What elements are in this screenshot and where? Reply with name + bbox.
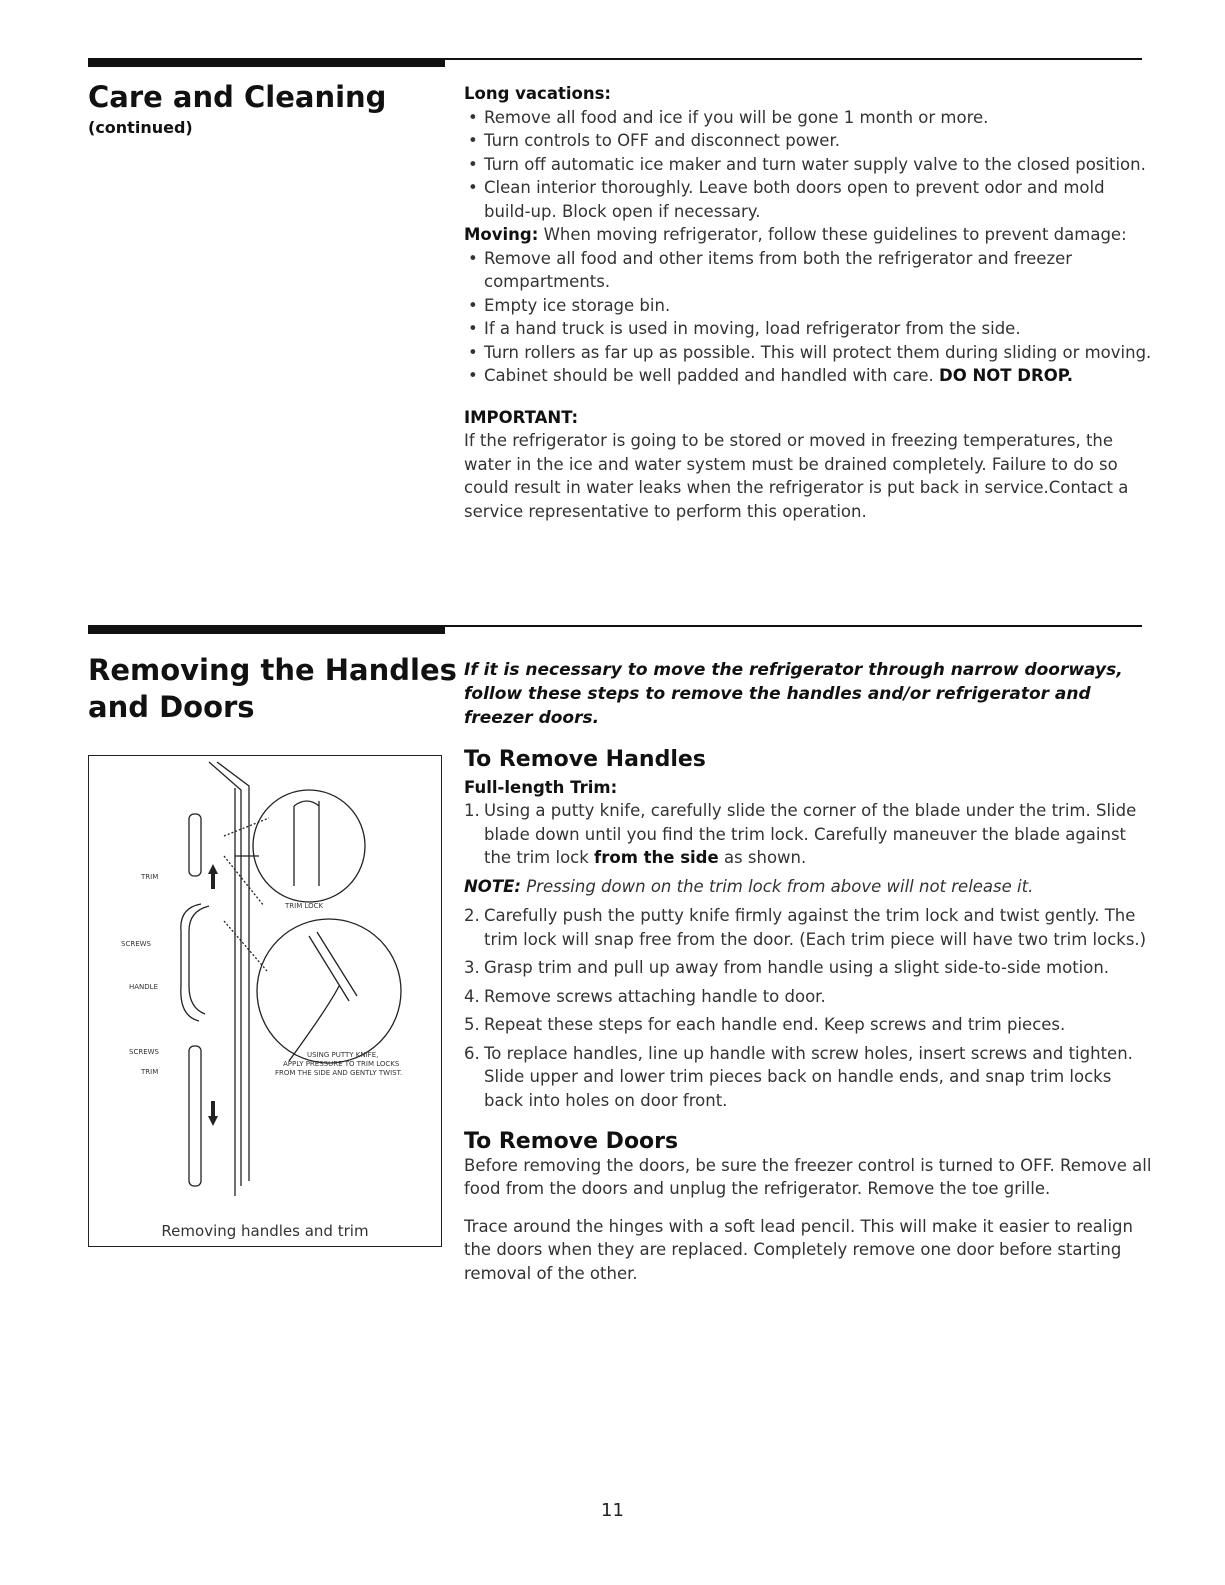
section-subtitle-continued: (continued) bbox=[88, 118, 193, 137]
note-text: Pressing down on the trim lock from above will not release it. bbox=[526, 876, 1034, 896]
remove-handles-steps bbox=[464, 799, 1154, 870]
list-item: • Clean interior thoroughly. Leave both doors open to prevent odor and mold build-up. Block open if necessary. bbox=[464, 176, 1154, 223]
section-rule-thick bbox=[88, 58, 445, 67]
label-putty-knife: FROM THE SIDE AND GENTLY TWIST. bbox=[275, 1069, 403, 1077]
handle-trim-illustration bbox=[89, 756, 441, 1246]
moving-list bbox=[464, 247, 1154, 388]
section-intro: If it is necessary to move the refrigerator through narrow doorways, follow these steps to remove the handles and/or refrigerator and freezer doors. bbox=[464, 660, 1123, 728]
note-label: NOTE: bbox=[464, 876, 521, 896]
long-vacations-label: Long vacations: bbox=[464, 84, 612, 103]
remove-handles-steps bbox=[464, 904, 1154, 1112]
list-item: 2. Carefully push the putty knife firmly against the trim lock and twist gently. The trim lock will snap free from the door. (Each trim piece will have two trim locks.) bbox=[464, 906, 1147, 949]
list-item: • Turn controls to OFF and disconnect power. bbox=[464, 129, 1154, 153]
section-title-care-cleaning: Care and Cleaning bbox=[88, 80, 387, 114]
label-putty-knife: APPLY PRESSURE TO TRIM LOCKS bbox=[283, 1060, 400, 1068]
important-label: IMPORTANT: bbox=[464, 407, 579, 427]
moving-intro-text: When moving refrigerator, follow these guidelines to prevent damage: bbox=[543, 225, 1127, 244]
section-title-removing-handles bbox=[88, 652, 457, 726]
do-not-drop-warning: DO NOT DROP. bbox=[939, 366, 1074, 385]
list-item: • Turn off automatic ice maker and turn water supply valve to the closed position. bbox=[464, 153, 1154, 177]
list-item: 3. Grasp trim and pull up away from handle using a slight side-to-side motion. bbox=[464, 958, 1110, 977]
section-rule-thin bbox=[445, 58, 1142, 60]
list-item: • Remove all food and other items from both the refrigerator and freezer compartments. bbox=[464, 247, 1154, 294]
heading-remove-handles: To Remove Handles bbox=[464, 747, 706, 772]
label-trim-lock: TRIM LOCK bbox=[285, 902, 324, 910]
list-item bbox=[464, 364, 1154, 388]
title-line: and Doors bbox=[88, 690, 255, 724]
list-item: 6. To replace handles, line up handle with screw holes, insert screws and tighten. Slide upper and lower trim pieces back on handle ends, and snap trim locks back into holes on door front. bbox=[464, 1043, 1133, 1110]
list-item: 5. Repeat these steps for each handle end. Keep screws and trim pieces. bbox=[464, 1015, 1066, 1034]
moving-label: Moving: bbox=[464, 225, 539, 244]
label-putty-knife: USING PUTTY KNIFE, bbox=[307, 1051, 379, 1059]
list-item: • Turn rollers as far up as possible. This will protect them during sliding or moving. bbox=[464, 341, 1154, 365]
note bbox=[464, 875, 1154, 899]
care-cleaning-body bbox=[464, 82, 1154, 523]
important-text: If the refrigerator is going to be stored or moved in freezing temperatures, the water in the ice and water system must be drained completely. Failure to do so could result in water leaks when the refrigerator is put back in service.Contact a service representative to perform this operation. bbox=[464, 431, 1129, 521]
title-line: Removing the Handles bbox=[88, 653, 457, 687]
heading-remove-doors: To Remove Doors bbox=[464, 1129, 679, 1154]
long-vacations-list bbox=[464, 106, 1154, 224]
section-rule-thin bbox=[445, 625, 1142, 627]
section-rule-thick bbox=[88, 625, 445, 634]
list-item: • If a hand truck is used in moving, load refrigerator from the side. bbox=[464, 317, 1154, 341]
remove-doors-para: Before removing the doors, be sure the freezer control is turned to OFF. Remove all food from the doors and unplug the refrigerator. Remove the toe grille. bbox=[464, 1155, 1152, 1198]
label-trim: TRIM bbox=[141, 1068, 159, 1076]
figure-removing-handles bbox=[88, 755, 442, 1247]
subheading-full-length-trim: Full-length Trim: bbox=[464, 777, 618, 797]
label-screws: SCREWS bbox=[121, 940, 151, 948]
page-number: 11 bbox=[601, 1500, 624, 1521]
list-item: • Empty ice storage bin. bbox=[464, 294, 1154, 318]
label-handle: HANDLE bbox=[129, 983, 159, 991]
remove-doors-para: Trace around the hinges with a soft lead pencil. This will make it easier to realign the doors when they are replaced. Completely remove one door before starting removal of the other. bbox=[464, 1216, 1133, 1283]
list-item-text: Cabinet should be well padded and handled with care. bbox=[484, 366, 934, 385]
figure-caption: Removing handles and trim bbox=[161, 1222, 369, 1240]
label-screws: SCREWS bbox=[129, 1048, 159, 1056]
emphasis-from-side: from the side bbox=[594, 848, 719, 867]
list-item: 1. Using a putty knife, carefully slide the corner of the blade under the trim. Slide blade down until you find the trim lock. Carefully maneuver the blade against the trim lock from the side as shown. bbox=[464, 801, 1137, 867]
label-trim: TRIM bbox=[141, 873, 159, 881]
list-item: 4. Remove screws attaching handle to door. bbox=[464, 986, 826, 1006]
list-item: • Remove all food and ice if you will be gone 1 month or more. bbox=[464, 106, 1154, 130]
removing-handles-body bbox=[464, 658, 1154, 1285]
moving-intro bbox=[464, 223, 1154, 247]
